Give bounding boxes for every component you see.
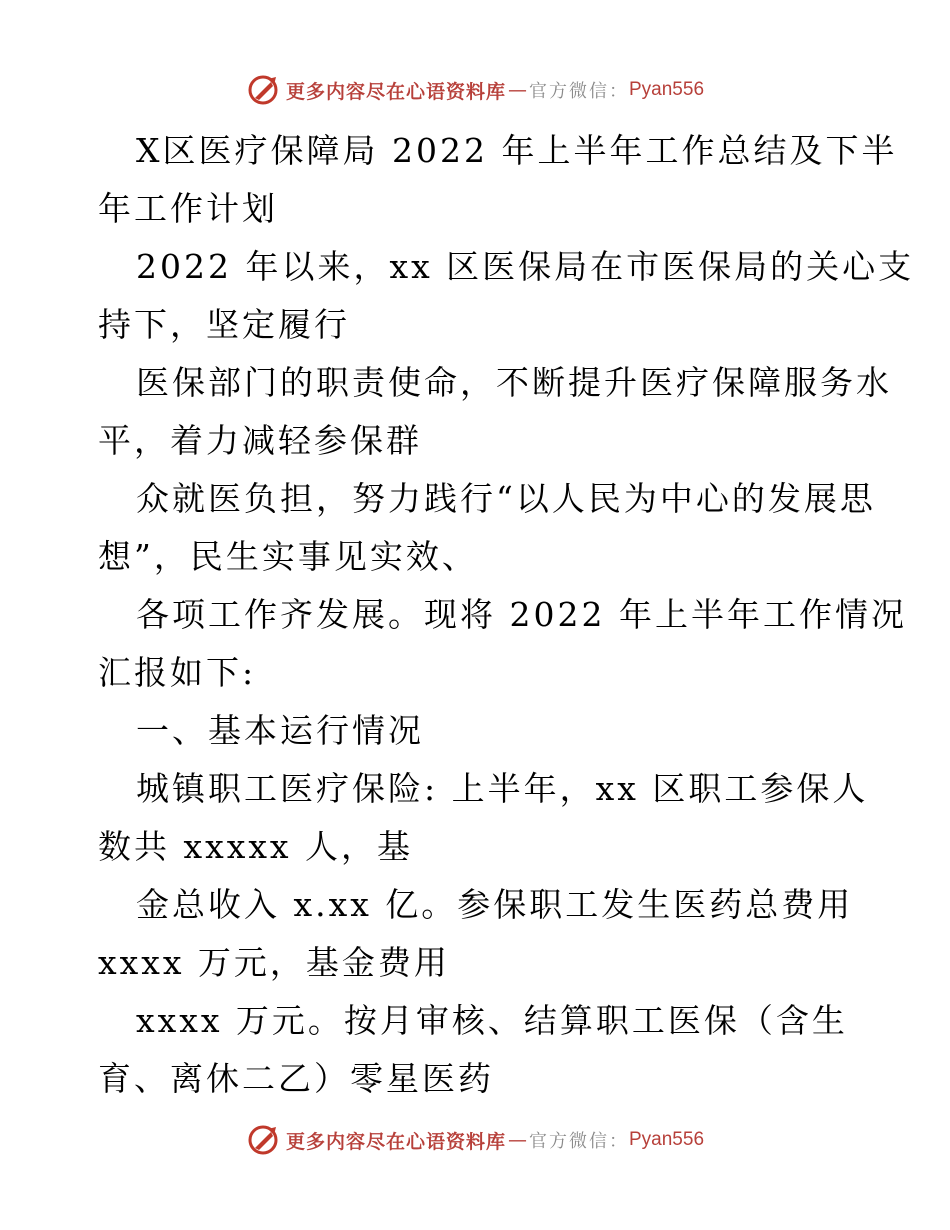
quill-logo-icon (246, 1123, 280, 1157)
quill-logo-icon (246, 73, 280, 107)
paragraph-line: 想”，民生实事见实效、 (98, 537, 478, 576)
paragraph-line: 育、离休二乙）零星医药 (98, 1059, 494, 1098)
watermark-channel: 官方微信： (529, 81, 629, 102)
watermark-brand: 更多内容尽在心语资料库 (285, 1130, 506, 1153)
watermark-handle: Pyan556 (629, 1129, 705, 1150)
document-title-line: 年工作计划 (98, 189, 278, 228)
paragraph-line: 各项工作齐发展。现将 2022 年上半年工作情况 (136, 595, 907, 634)
paragraph-line: 2022 年以来，xx 区医保局在市医保局的关心支 (136, 247, 915, 286)
watermark-separator: — (508, 1129, 527, 1151)
paragraph-line: 数共 xxxxx 人，基 (98, 827, 414, 866)
paragraph-line: xxxx 万元。按月审核、结算职工医保（含生 (136, 1001, 848, 1040)
document-title-line: X区医疗保障局 2022 年上半年工作总结及下半 (136, 131, 898, 170)
paragraph-line: 医保部门的职责使命，不断提升医疗保障服务水 (136, 363, 892, 402)
document-body (98, 122, 915, 1108)
watermark-separator: — (508, 79, 527, 101)
watermark-banner-top (0, 70, 950, 110)
paragraph-line: 众就医负担，努力践行“以人民为中心的发展思 (136, 479, 876, 518)
section-heading: 一、基本运行情况 (136, 711, 424, 750)
watermark-handle: Pyan556 (629, 79, 705, 100)
paragraph-line: 汇报如下: (98, 653, 257, 692)
paragraph-line: 平，着力减轻参保群 (98, 421, 422, 460)
paragraph-line: 金总收入 x.xx 亿。参保职工发生医药总费用 (136, 885, 854, 924)
paragraph-line: 持下，坚定履行 (98, 305, 350, 344)
watermark-brand: 更多内容尽在心语资料库 (285, 80, 506, 103)
watermark-channel: 官方微信： (529, 1131, 629, 1152)
paragraph-line: 城镇职工医疗保险: 上半年，xx 区职工参保人 (136, 769, 869, 808)
watermark-banner-bottom (0, 1120, 950, 1160)
paragraph-line: xxxx 万元，基金费用 (98, 943, 450, 982)
